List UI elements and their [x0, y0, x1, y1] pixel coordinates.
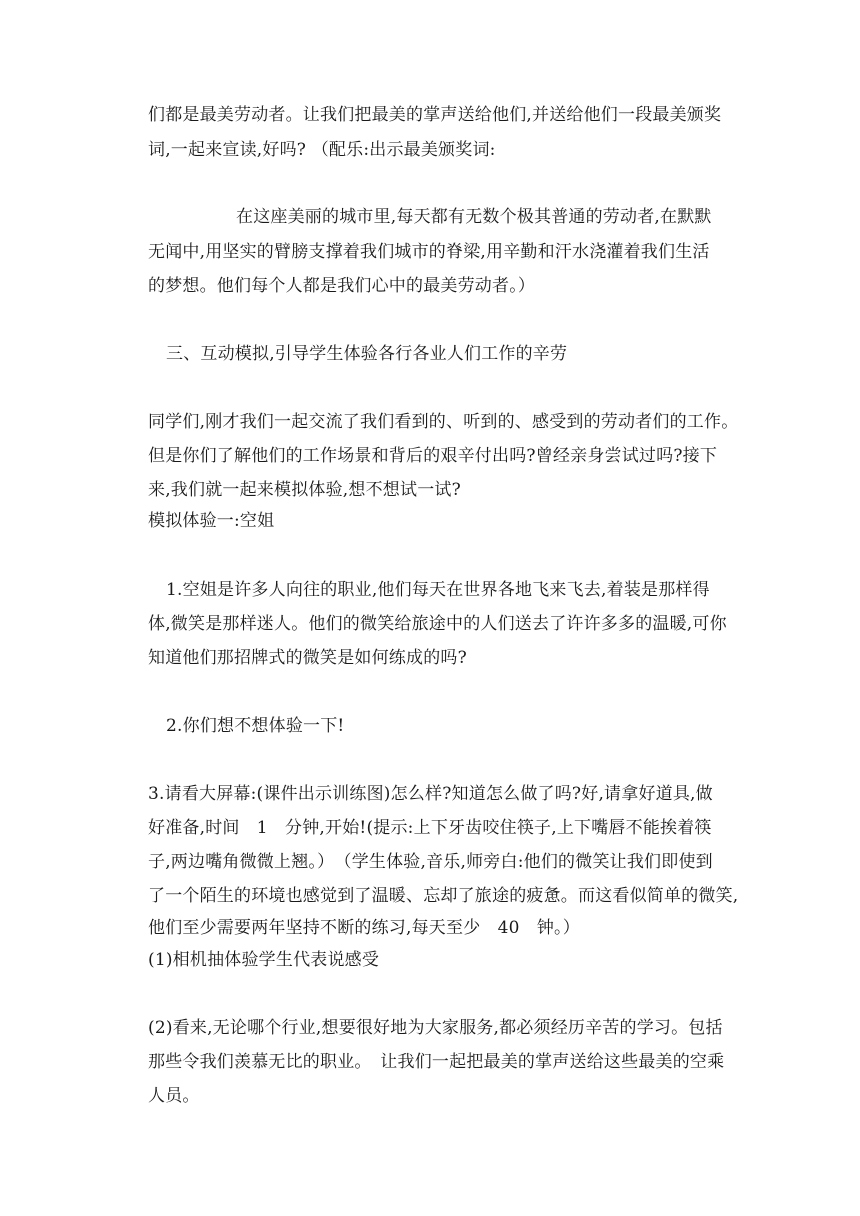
text-line: 3.请看大屏幕:(课件出示训练图)怎么样?知道怎么做了吗?好,请拿好道具,做: [148, 784, 713, 804]
subheading: 模拟体验一:空姐: [148, 511, 275, 531]
text-line: 2.你们想不想体验一下!: [166, 716, 345, 736]
text-line: 人员。: [148, 1086, 200, 1106]
text-line: 他们至少需要两年坚持不断的练习,每天至少 40 钟。）: [148, 918, 580, 938]
text-line: 知道他们那招牌式的微笑是如何练成的吗?: [148, 648, 467, 668]
section-heading: 三、互动模拟,引导学生体验各行各业人们工作的辛劳: [166, 344, 568, 364]
text-line: 来,我们就一起来模拟体验,想不想试一试?: [148, 480, 461, 500]
text-line: 好准备,时间 1 分钟,开始!(提示:上下牙齿咬住筷子,上下嘴唇不能挨着筷: [148, 818, 712, 838]
text-line: 了一个陌生的环境也感觉到了温暖、忘却了旅途的疲惫。而这看似简单的微笑,: [148, 886, 739, 906]
text-line: 词,一起来宣读,好吗? （配乐:出示最美颁奖词:: [148, 140, 496, 160]
text-line: 那些令我们羡慕无比的职业。 让我们一起把最美的掌声送给这些最美的空乘: [148, 1052, 725, 1072]
text-line: 在这座美丽的城市里,每天都有无数个极其普通的劳动者,在默默: [236, 207, 712, 227]
text-line: 1.空姐是许多人向往的职业,他们每天在世界各地飞来飞去,着装是那样得: [166, 580, 710, 600]
text-line: 们都是最美劳动者。让我们把最美的掌声送给他们,并送给他们一段最美颁奖: [148, 105, 722, 125]
text-line: 无闻中,用坚实的臂膀支撑着我们城市的脊梁,用辛勤和汗水浇灌着我们生活: [148, 242, 710, 262]
text-line: 体,微笑是那样迷人。他们的微笑给旅途中的人们送去了许许多多的温暖,可你: [148, 614, 727, 634]
text-line: 的梦想。他们每个人都是我们心中的最美劳动者。）: [148, 276, 536, 296]
text-line: 但是你们了解他们的工作场景和背后的艰辛付出吗?曾经亲身尝试过吗?接下: [148, 446, 718, 466]
text-line: 同学们,刚才我们一起交流了我们看到的、听到的、感受到的劳动者们的工作。: [148, 412, 739, 432]
text-line: 子,两边嘴角微微上翘。） （学生体验,音乐,师旁白:他们的微笑让我们即使到: [148, 852, 713, 872]
text-line: (2)看来,无论哪个行业,想要很好地为大家服务,都必须经历辛苦的学习。包括: [148, 1018, 723, 1038]
text-line: (1)相机抽体验学生代表说感受: [148, 950, 380, 970]
